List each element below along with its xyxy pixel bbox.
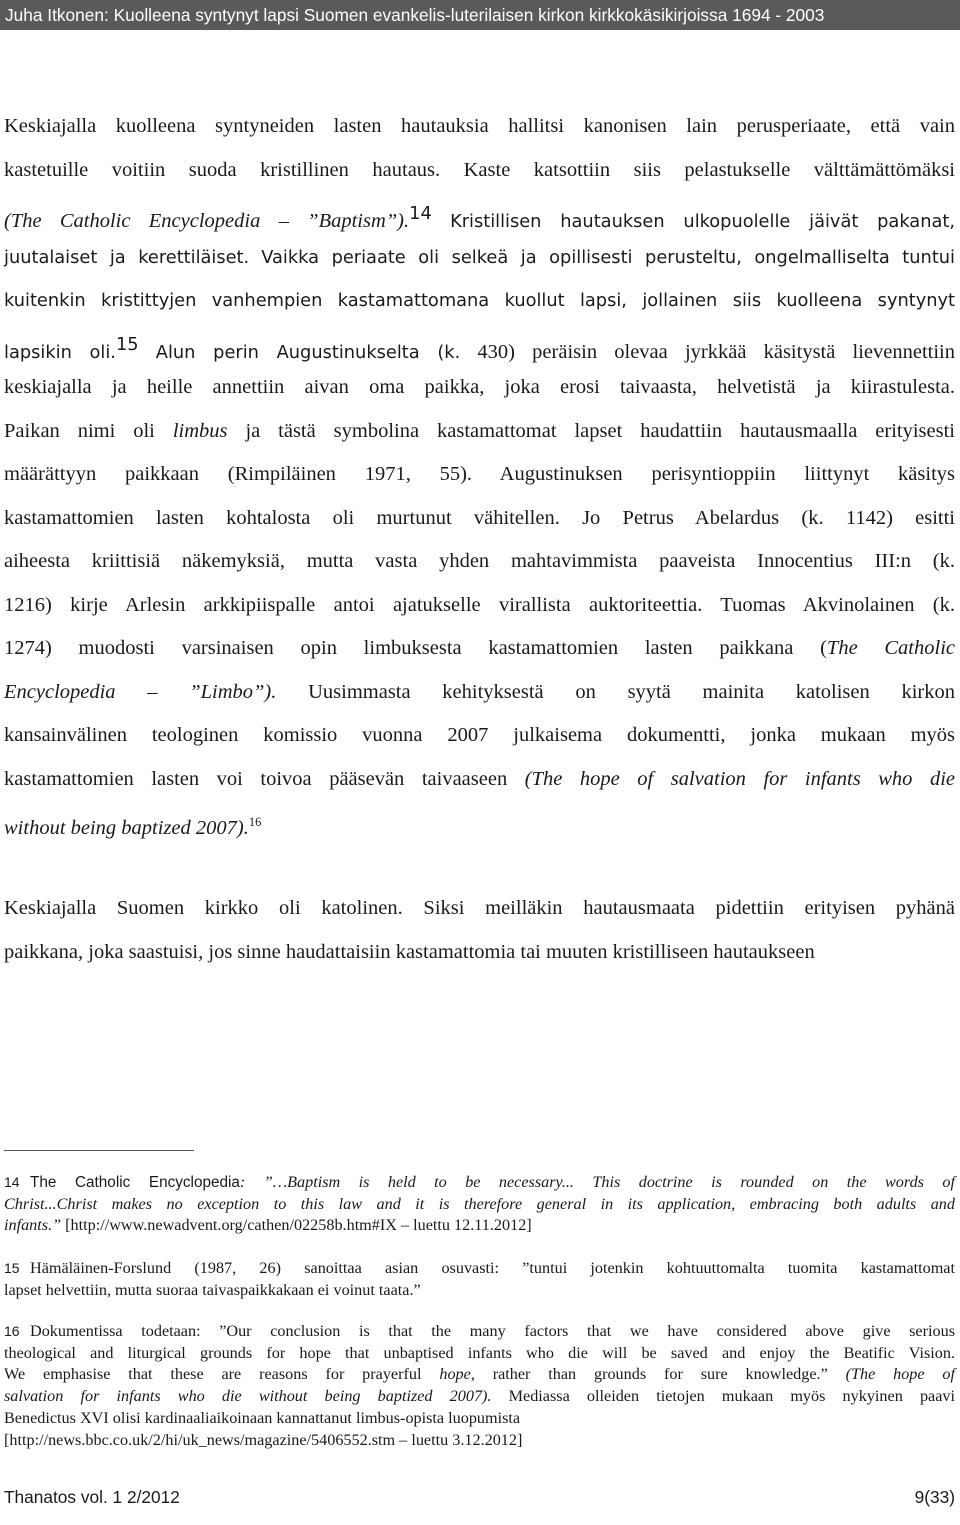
text-line: kastamattomien lasten kohtalosta oli murtunut vähitellen. Jo Petrus Abelardus (k. 1142) esitti [4, 506, 955, 529]
text-line: aiheesta kriittisiä näkemyksiä, mutta vasta yhden mahtavimmista paaveista Innocentius III:n (k. [4, 550, 955, 572]
footnote-line: Benedictus XVI olisi kardinaaliaikoinaan kannattanut limbus-opista luopumista [4, 1408, 521, 1427]
text-span: Hämäläinen-Forslund (1987, 26) sanoittaa asian osuvasti: ”tuntui jotenkin kohtuuttomalta tuomita kastamattomat [30, 1259, 955, 1277]
text-line: 1216) kirje Arlesin arkkipiispalle antoi ajatukselle virallista auktoriteettia. Tuomas Akvinolainen (k. [4, 593, 955, 616]
citation: Encyclopedia – ”Limbo”). [4, 680, 277, 703]
citation: (The hope of salvation for infants who die [524, 767, 955, 790]
footnote-separator [4, 1150, 194, 1151]
footnote-line [4, 1321, 955, 1343]
text-span: juutalaiset ja kerettiläiset. [4, 246, 250, 268]
footnote-ref-14: 14 [409, 203, 432, 224]
text-line [4, 801, 955, 845]
text-span: 430) peräisin olevaa jyrkkää käsitystä lievennettiin [477, 340, 955, 363]
footnote-15 [4, 1258, 955, 1301]
text-line: kastetuille voitiin suoda kristillinen hautaus. Kaste katsottiin siis pelastukselle välttämättömäksi [4, 158, 955, 181]
text-line: määrättyyn paikkaan (Rimpiläinen 1971, 55). Augustinuksen perisyntioppiin liittynyt käsitys [4, 463, 955, 485]
text-line [4, 236, 955, 280]
citation: without being baptized 2007). [4, 817, 249, 839]
text-span: Vaikka periaate oli selkeä ja opillisesti perusteltu, ongelmalliselta tuntui [261, 246, 956, 268]
footnote-line [4, 1386, 955, 1408]
footnote-line [4, 1258, 955, 1280]
text-line: keskiajalla ja heille annettiin aivan oma paikka, joka erosi taivaasta, helvetistä ja kiirastulesta. [4, 376, 955, 398]
text-line [4, 192, 955, 236]
text-span: ja tästä symbolina kastamattomat lapset haudattiin hautausmaalla erityisesti [245, 419, 956, 442]
citation: (The hope of [845, 1365, 956, 1384]
text-span: We emphasise that these are reasons for prayerful [4, 1365, 422, 1384]
text-line: Keskiajalla kuolleena syntyneiden lasten hautauksia hallitsi kanonisen lain perusperiaate, että vain [4, 115, 955, 137]
text-line [4, 758, 955, 802]
page-header: Juha Itkonen: Kuolleena syntynyt lapsi Suomen evankelis-luterilaisen kirkon kirkkokäsikirjoissa 1694 - 2003 [0, 0, 960, 30]
page-number: 9(33) [914, 1487, 955, 1507]
footnote-number: 16 [4, 1323, 20, 1339]
text-span: 1274) muodosti varsinaisen opin limbuksesta kastamattomien lasten paikkana ( [4, 637, 827, 659]
text-span: kastamattomien lasten voi toivoa pääsevän taivaaseen [4, 767, 508, 790]
footnote-line: [http://news.bbc.co.uk/2/hi/uk_news/magazine/5406552.stm – luettu 3.12.2012] [4, 1430, 523, 1449]
footnote-ref-16: 16 [248, 815, 262, 829]
quote: infants.” [4, 1216, 62, 1235]
footnote-line [4, 1172, 955, 1194]
text-span: Uusimmasta kehityksestä on syytä mainita katolisen kirkon [308, 680, 955, 703]
text-line [4, 627, 955, 671]
citation: salvation for infants who die without being baptized 2007). [4, 1387, 492, 1406]
footnote-14 [4, 1172, 955, 1237]
footnote-line: theological and liturgical grounds for hope that unbaptised infants who die will be saved and enjoy the Beatific Vision. [4, 1343, 955, 1362]
footnote-ref-15: 15 [115, 333, 139, 355]
italic-term: hope [439, 1365, 471, 1384]
text-line: Keskiajalla Suomen kirkko oli katolinen. Siksi meilläkin hautausmaata pidettiin erityisen pyhänä [4, 897, 955, 919]
text-span: [http://www.newadvent.org/cathen/02258b.htm#IX – luettu 12.11.2012] [65, 1216, 532, 1235]
text-span: Kristillisen hautauksen ulkopuolelle jäivät pakanat, [450, 211, 955, 232]
footnote-number: 15 [4, 1260, 20, 1276]
footnote-16 [4, 1321, 955, 1451]
text-span: Dokumentissa todetaan: ”Our conclusion is that the many factors that we have considered above give serious [30, 1322, 955, 1340]
italic-term: limbus [172, 419, 228, 442]
footnote-line [4, 1194, 955, 1216]
paragraph-1 [4, 105, 955, 845]
text-line [4, 323, 955, 367]
footnote-line [4, 1215, 955, 1237]
quote: Christ...Christ makes no exception to this law and it is therefore general in its application, embracing both adults and [4, 1194, 955, 1213]
text-span: lapsikin oli. [4, 341, 116, 363]
text-line [4, 671, 955, 715]
text-line: kansainvälinen teologinen komissio vuonna 2007 julkaisema dokumentti, jonka mukaan myös [4, 724, 955, 746]
paragraph-2 [4, 887, 955, 974]
journal-label: Thanatos vol. 1 2/2012 [4, 1487, 180, 1507]
quote: : ”…Baptism is held to be necessary... This doctrine is rounded on the words of [239, 1173, 955, 1191]
footnote-line [4, 1364, 955, 1386]
text-span: , rather than grounds for sure knowledge.” [470, 1365, 828, 1384]
text-span: Mediassa olleiden tietojen mukaan myös nykyinen paavi [508, 1387, 955, 1406]
page-footer [4, 1487, 955, 1513]
footnote-number: 14 [4, 1174, 20, 1190]
citation: (The Catholic Encyclopedia – ”Baptism”). [4, 210, 410, 232]
text-span: Paikan nimi oli [4, 419, 155, 442]
citation: The Catholic [826, 637, 955, 659]
text-line [4, 410, 955, 454]
text-line: paikkana, joka saastuisi, jos sinne haudattaisiin kastamattomia tai muuten kristilliseen hautaukseen [4, 940, 815, 963]
text-span: The Catholic Encyclopedia [30, 1174, 240, 1191]
footnote-line: lapset helvettiin, mutta suoraa taivaspaikkakaan ei voinut taata.” [4, 1280, 421, 1299]
text-span: Alun perin Augustinukselta (k. [155, 341, 461, 363]
text-line: kuitenkin kristittyjen vanhempien kastamattomana kuollut lapsi, jollainen siis kuolleena syntynyt [4, 290, 955, 311]
